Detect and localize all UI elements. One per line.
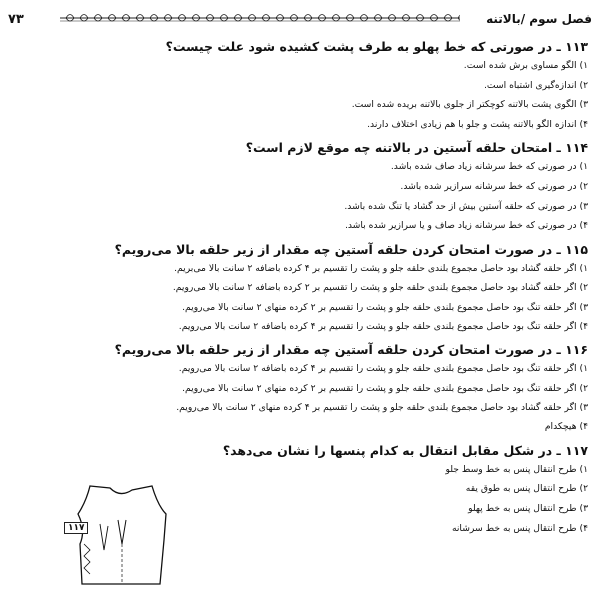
option-2: ۲) در صورتی که خط سرشانه سرازیر شده باشد. — [400, 180, 588, 192]
option-3: ۳) در صورتی که حلقه آستین بیش از حد گشاد یا تنگ شده باشد. — [344, 200, 588, 212]
question-text: ۱۱۶ ـ در صورت امتحان کردن حلقه آستین چه مقدار از زیر حلقه بالا می‌رویم؟ — [114, 342, 588, 358]
question-115 — [14, 241, 588, 333]
option-1: ۱) الگو مساوی برش شده است. — [463, 60, 588, 71]
option-4: ۴) طرح انتقال پنس به خط سرشانه — [451, 522, 588, 534]
question-text: ۱۱۴ ـ امتحان حلقه آستین در بالاتنه چه موقع لازم است؟ — [245, 140, 588, 156]
option-1: ۱) اگر حلقه تنگ بود حاصل مجموع بلندی حلقه جلو و پشت را تقسیم بر ۴ کرده باضافه ۲ سانت بالا می‌رویم. — [178, 363, 588, 375]
option-4: ۴) اندازه الگو بالاتنه پشت و جلو با هم زیادی اختلاف دارند. — [367, 118, 588, 130]
option-2: ۲) طرح انتقال پنس به طوق یقه — [465, 483, 588, 495]
option-2: ۲) اگر حلقه گشاد بود حاصل مجموع بلندی حلقه جلو و پشت را تقسیم بر ۲ کرده باضافه ۲ سانت بالا می‌رویم. — [172, 282, 588, 294]
option-4: ۴) هیچکدام — [544, 421, 588, 433]
option-3: ۳) طرح انتقال پنس به خط پهلو — [468, 503, 588, 515]
question-116 — [14, 341, 588, 433]
option-2: ۲) اگر حلقه تنگ بود حاصل مجموع بلندی حلقه جلو و پشت را تقسیم بر ۲ کرده منهای ۲ سانت بالا می‌رویم. — [182, 382, 588, 394]
option-4: ۴) در صورتی که خط سرشانه زیاد صاف و یا سرازیر شده باشد. — [344, 220, 588, 232]
question-114 — [14, 139, 588, 231]
question-113 — [14, 38, 588, 130]
header-ornament — [60, 10, 460, 26]
option-1: ۱) طرح انتقال پنس به خط وسط جلو — [445, 463, 588, 475]
option-2: ۲) اندازه‌گیری اشتباه است. — [483, 79, 588, 91]
question-text: ۱۱۷ ـ در شکل مقابل انتقال به کدام پنسها را نشان می‌دهد؟ — [222, 442, 588, 458]
option-3: ۳) الگوی پشت بالاتنه کوچکتر از جلوی بالاتنه بریده شده است. — [351, 99, 588, 111]
option-4: ۴) اگر حلقه تنگ بود حاصل مجموع بلندی حلقه جلو و پشت را تقسیم بر ۴ کرده باضافه ۲ سانت بالا می‌رویم. — [178, 320, 588, 332]
option-1: ۱) در صورتی که خط سرشانه زیاد صاف شده باشد. — [390, 161, 588, 173]
questions-list — [14, 38, 588, 543]
question-text: ۱۱۳ ـ در صورتی که خط پهلو به طرف پشت کشیده شود علت چیست؟ — [165, 39, 588, 54]
figure-label: ۱۱۷ — [64, 522, 88, 534]
chapter-title: فصل سوم /بالاتنه — [486, 12, 592, 26]
option-3: ۳) اگر حلقه گشاد بود حاصل مجموع بلندی حلقه جلو و پشت را تقسیم بر ۴ کرده منهای ۲ سانت بالا می‌رویم. — [176, 402, 588, 414]
bodice-pattern-figure — [60, 480, 180, 592]
option-3: ۳) اگر حلقه تنگ بود حاصل مجموع بلندی حلقه جلو و پشت را تقسیم بر ۲ کرده منهای ۲ سانت بالا می‌رویم. — [182, 301, 588, 313]
question-text: ۱۱۵ ـ در صورت امتحان کردن حلقه آستین چه مقدار از زیر حلقه بالا می‌رویم؟ — [114, 241, 588, 257]
page-number: ۷۳ — [8, 11, 24, 27]
option-1: ۱) اگر حلقه گشاد بود حاصل مجموع بلندی حلقه جلو و پشت را تقسیم بر ۴ کرده باضافه ۲ سانت بالا می‌بریم. — [174, 262, 588, 274]
